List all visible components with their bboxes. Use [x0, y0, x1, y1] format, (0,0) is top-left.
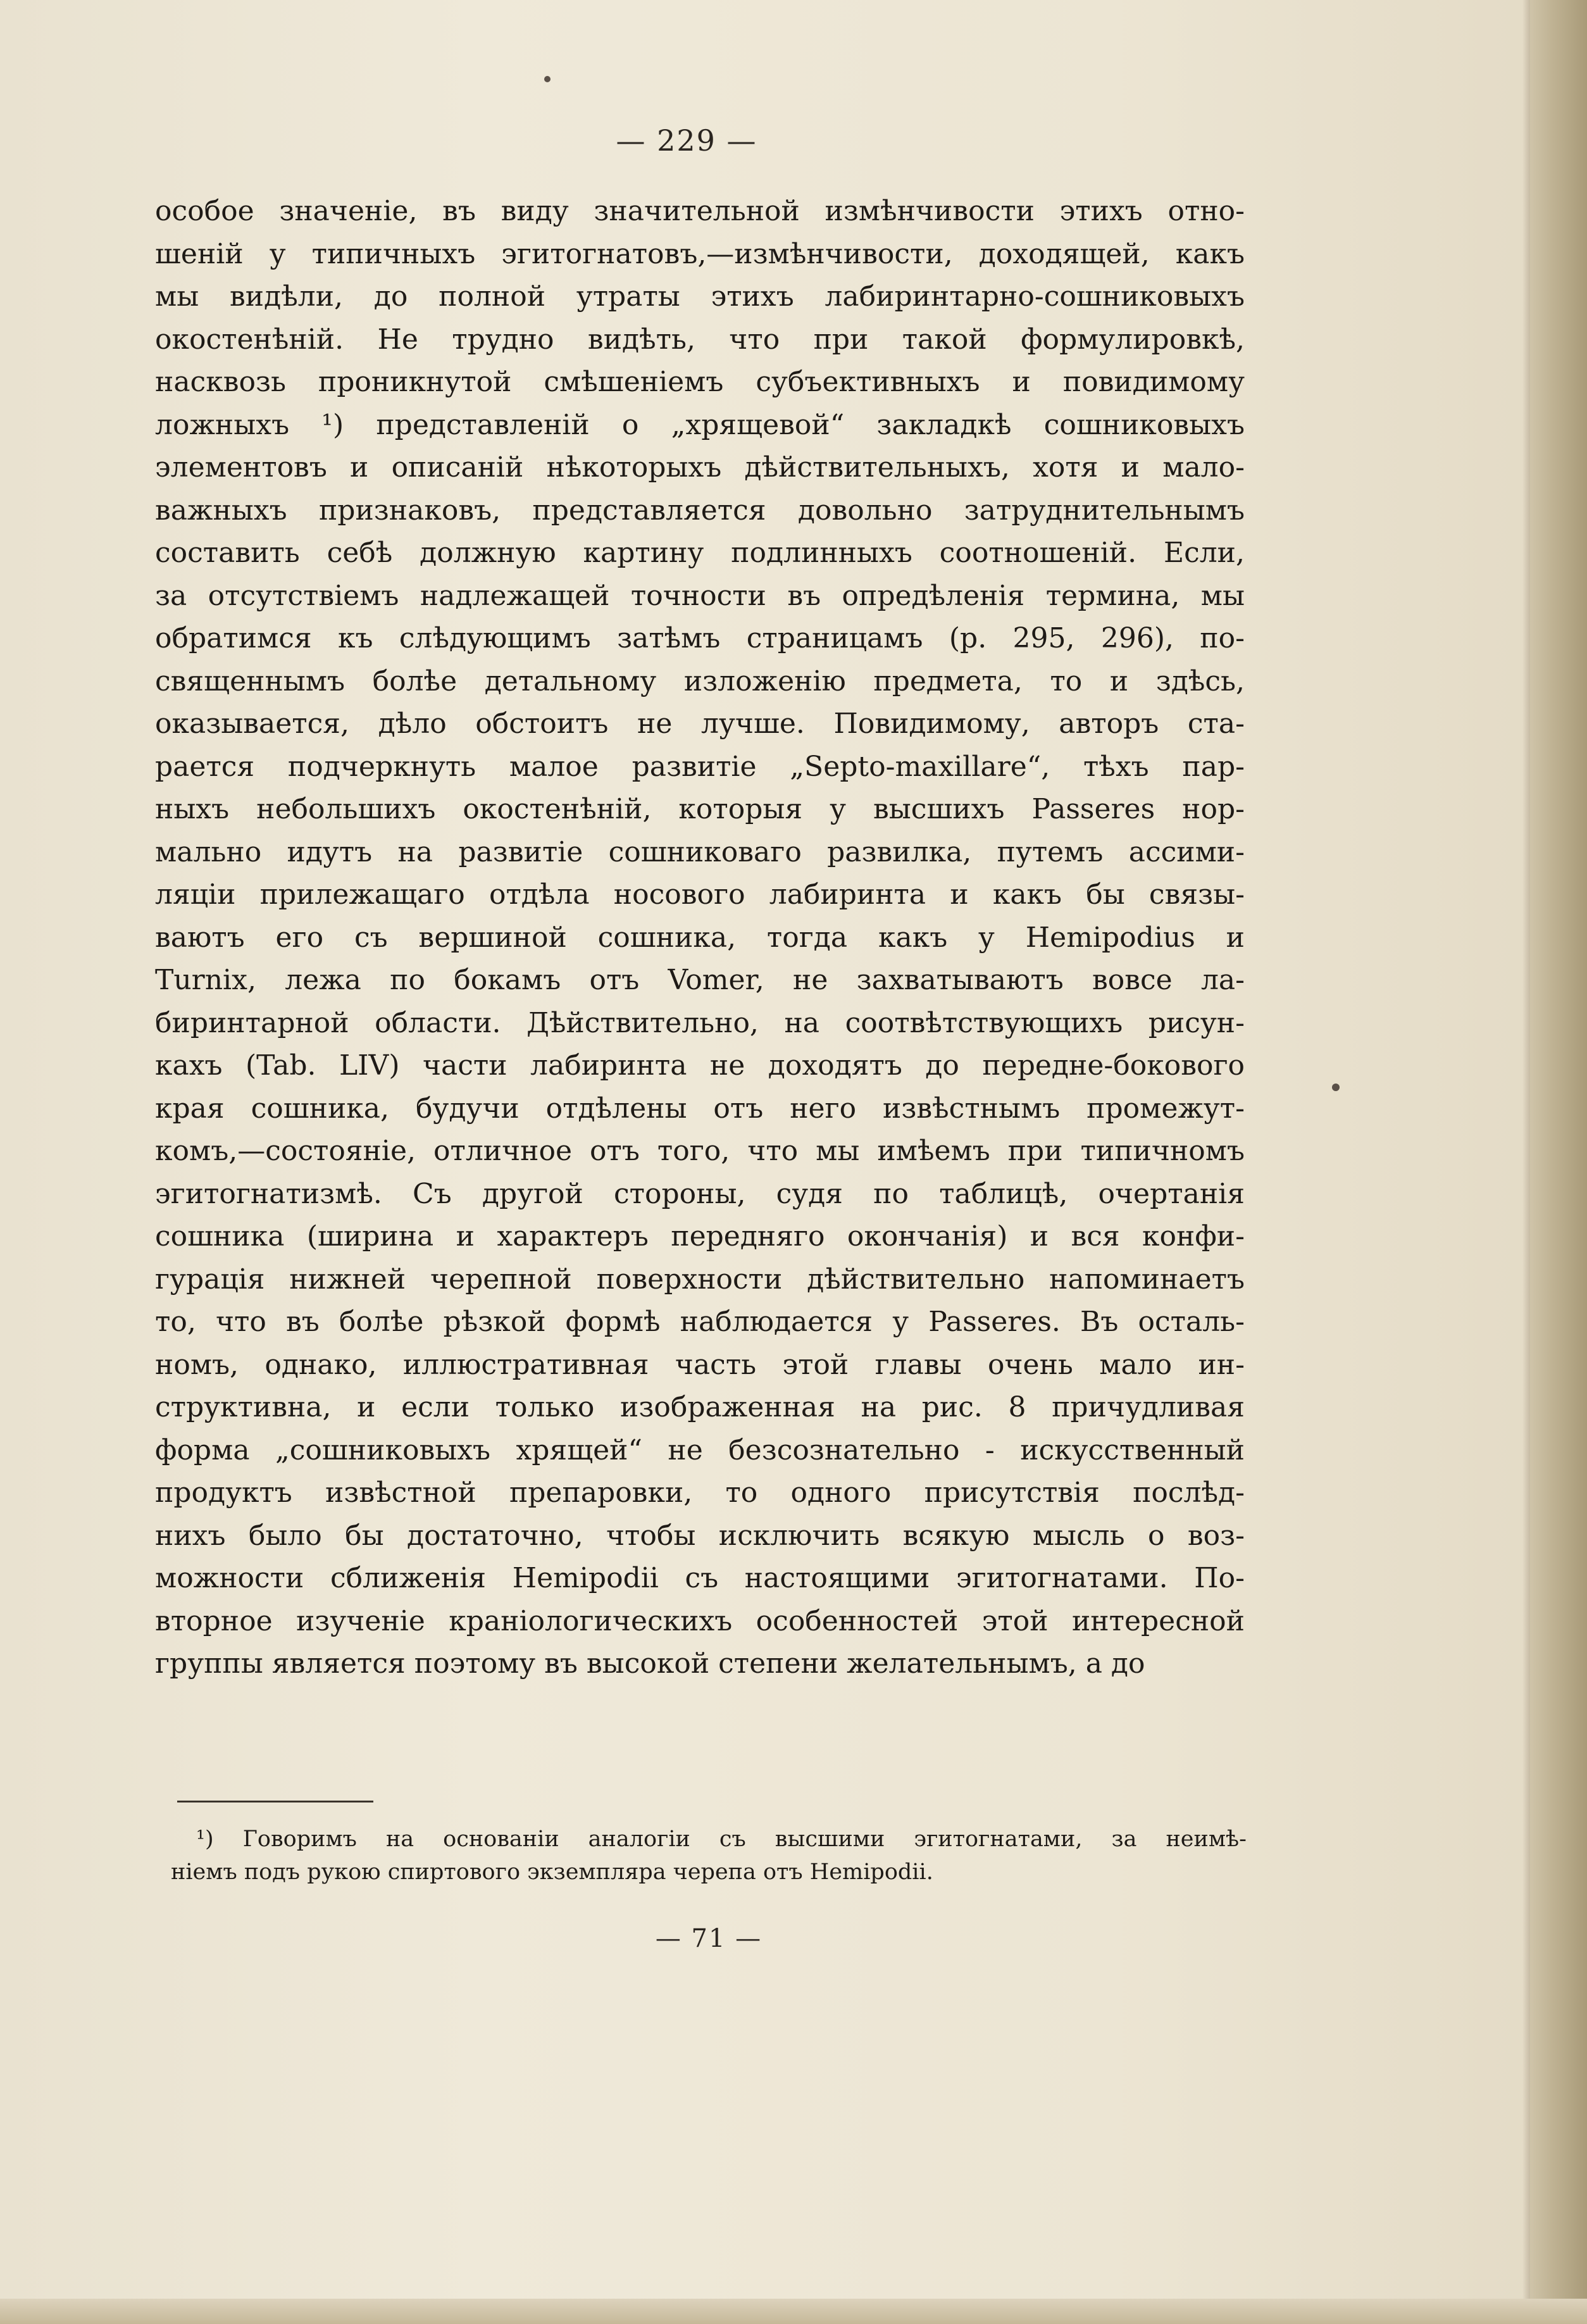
- text-line: Turnix, лежа по бокамъ отъ Vomer, не захватываютъ вовсе ла-: [155, 964, 1245, 996]
- footnote: [171, 1823, 1247, 1889]
- text-line: ныхъ небольшихъ окостенѣній, которыя у высшихъ Passeres нор-: [155, 793, 1245, 825]
- text-line: оказывается, дѣло обстоитъ не лучше. Повидимому, авторъ ста-: [155, 708, 1245, 740]
- text-line: структивна, и если только изображенная на рис. 8 причудливая: [155, 1391, 1245, 1423]
- text-line: священнымъ болѣе детальному изложенію предмета, то и здѣсь,: [155, 665, 1245, 697]
- text-line: рается подчеркнуть малое развитіе „Septo-maxillare“, тѣхъ пар-: [155, 750, 1245, 783]
- text-line: продуктъ извѣстной препаровки, то одного присутствія послѣд-: [155, 1477, 1245, 1509]
- text-line: края сошника, будучи отдѣлены отъ него извѣстнымъ промежут-: [155, 1092, 1245, 1125]
- footnote-separator: [177, 1801, 373, 1802]
- text-line: мы видѣли, до полной утраты этихъ лабиринтарно-сошниковыхъ: [155, 280, 1245, 313]
- text-line: элементовъ и описаній нѣкоторыхъ дѣйствительныхъ, хотя и мало-: [155, 451, 1245, 484]
- body-text: [155, 190, 1245, 1685]
- text-line: ложныхъ ¹) представленій о „хрящевой“ закладкѣ сошниковыхъ: [155, 408, 1245, 441]
- signature-number: — 71 —: [655, 1924, 762, 1953]
- adjacent-page-edge: [1530, 0, 1587, 2324]
- page-bottom-edge: [0, 2299, 1587, 2324]
- text-line: сошника (ширина и характеръ передняго окончанія) и вся конфи-: [155, 1220, 1245, 1253]
- text-line: ляціи прилежащаго отдѣла носового лабиринта и какъ бы связы-: [155, 878, 1245, 911]
- text-line: вторное изученіе краніологическихъ особенностей этой интересной: [155, 1604, 1245, 1637]
- text-line: кахъ (Tab. LIV) части лабиринта не доходятъ до передне-бокового: [155, 1049, 1245, 1082]
- text-line: ваютъ его съ вершиной сошника, тогда какъ у Hemipodius и: [155, 921, 1245, 954]
- text-line: форма „сошниковыхъ хрящей“ не безсознательно - искусственный: [155, 1434, 1245, 1466]
- text-line: составить себѣ должную картину подлинныхъ соотношеній. Если,: [155, 537, 1245, 569]
- ink-speck: [544, 76, 551, 82]
- text-line: окостенѣній. Не трудно видѣть, что при такой формулировкѣ,: [155, 323, 1245, 356]
- text-line: важныхъ признаковъ, представляется довольно затруднительнымъ: [155, 494, 1245, 527]
- ink-speck: [1332, 1084, 1340, 1091]
- text-line: можности сближенія Hemipodii съ настоящими эгитогнатами. По-: [155, 1562, 1245, 1594]
- footnote-line: ніемъ подъ рукою спиртового экземпляра черепа отъ Hemipodii.: [171, 1859, 933, 1885]
- text-line: мально идутъ на развитіе сошниковаго развилка, путемъ ассими-: [155, 835, 1245, 868]
- text-line: особое значеніе, въ виду значительной измѣнчивости этихъ отно-: [155, 195, 1245, 227]
- text-line: шеній у типичныхъ эгитогнатовъ,—измѣнчивости, доходящей, какъ: [155, 237, 1245, 270]
- text-line: номъ, однако, иллюстративная часть этой главы очень мало ин-: [155, 1348, 1245, 1381]
- text-line: комъ,—состояніе, отличное отъ того, что мы имѣемъ при типичномъ: [155, 1135, 1245, 1167]
- text-line: насквозь проникнутой смѣшеніемъ субъективныхъ и повидимому: [155, 366, 1245, 398]
- text-line: то, что въ болѣе рѣзкой формѣ наблюдается у Passeres. Въ осталь-: [155, 1306, 1245, 1338]
- text-line: за отсутствіемъ надлежащей точности въ опредѣленія термина, мы: [155, 579, 1245, 612]
- text-line: нихъ было бы достаточно, чтобы исключить всякую мысль о воз-: [155, 1519, 1245, 1552]
- page-number: — 229 —: [616, 123, 757, 158]
- text-line: обратимся къ слѣдующимъ затѣмъ страницамъ (p. 295, 296), по-: [155, 622, 1245, 654]
- text-line: эгитогнатизмѣ. Съ другой стороны, судя по таблицѣ, очертанія: [155, 1177, 1245, 1210]
- text-line: группы является поэтому въ высокой степени желательнымъ, а до: [155, 1647, 1145, 1680]
- footnote-line: ¹) Говоримъ на основаніи аналогіи съ высшими эгитогнатами, за неимѣ-: [196, 1827, 1247, 1852]
- text-line: биринтарной области. Дѣйствительно, на соотвѣтствующихъ рисун-: [155, 1006, 1245, 1039]
- text-line: гурація нижней черепной поверхности дѣйствительно напоминаетъ: [155, 1263, 1245, 1296]
